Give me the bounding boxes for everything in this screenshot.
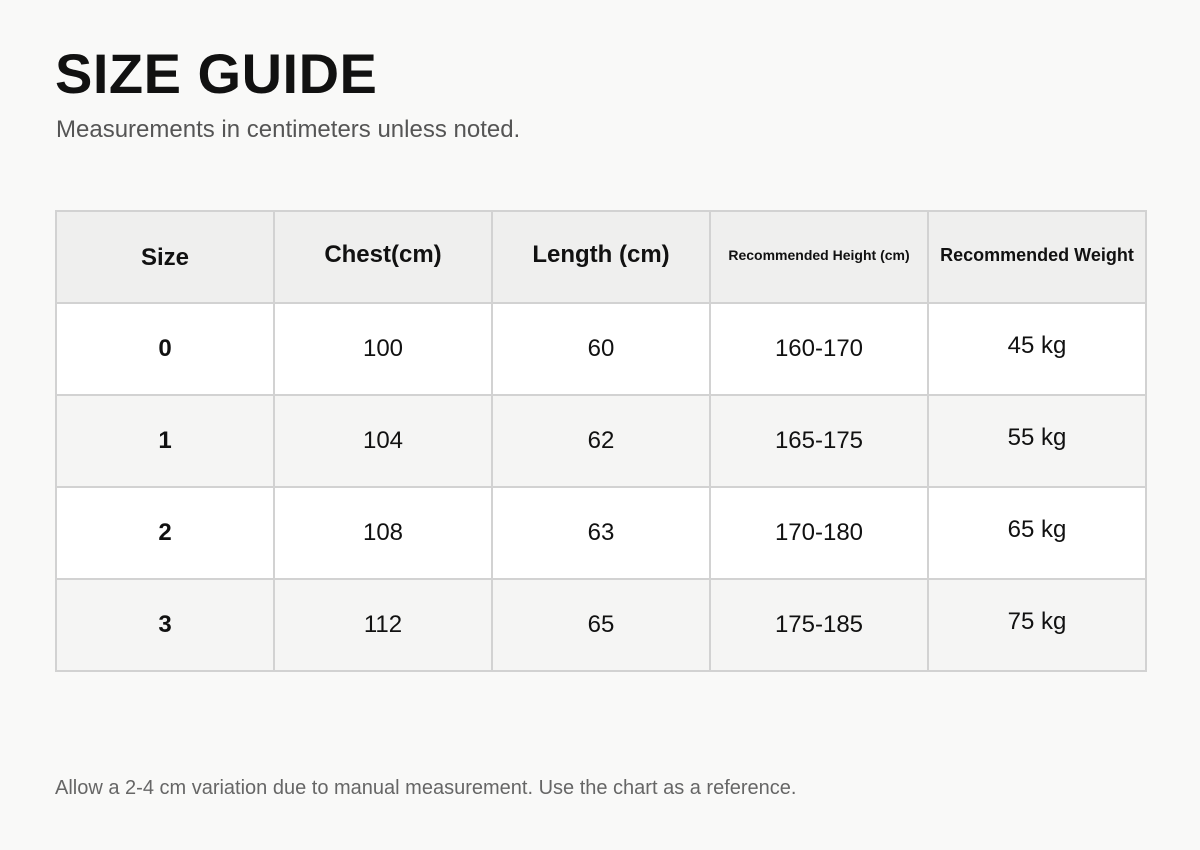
- length-cell: 63: [492, 487, 710, 579]
- column-header-length: Length (cm): [492, 211, 710, 303]
- chest-cell: 104: [274, 395, 492, 487]
- column-header-recommended-weight: Recommended Weight: [928, 211, 1146, 303]
- length-cell: 65: [492, 579, 710, 671]
- weight-cell: 65 kg: [928, 487, 1146, 579]
- height-cell: 165-175: [710, 395, 928, 487]
- chest-cell: 108: [274, 487, 492, 579]
- size-table: [55, 210, 1147, 672]
- size-cell: 3: [56, 579, 274, 671]
- weight-cell: 55 kg: [928, 395, 1146, 487]
- size-cell: 0: [56, 303, 274, 395]
- size-cell: 1: [56, 395, 274, 487]
- column-header-size: Size: [56, 211, 274, 303]
- table-row: [56, 395, 1146, 487]
- height-cell: 170-180: [710, 487, 928, 579]
- column-header-chest: Chest(cm): [274, 211, 492, 303]
- chest-cell: 100: [274, 303, 492, 395]
- length-cell: 60: [492, 303, 710, 395]
- height-cell: 160-170: [710, 303, 928, 395]
- table-header-row: [56, 211, 1146, 303]
- weight-cell: 75 kg: [928, 579, 1146, 671]
- table-header: [56, 211, 1146, 303]
- page-subtitle: Measurements in centimeters unless noted.: [56, 116, 521, 143]
- height-cell: 175-185: [710, 579, 928, 671]
- size-cell: 2: [56, 487, 274, 579]
- length-cell: 62: [492, 395, 710, 487]
- measurement-note: Allow a 2-4 cm variation due to manual measurement. Use the chart as a reference.: [55, 777, 797, 799]
- chest-cell: 112: [274, 579, 492, 671]
- page-title: SIZE GUIDE: [55, 42, 378, 105]
- table-row: [56, 487, 1146, 579]
- table-row: [56, 579, 1146, 671]
- weight-cell: 45 kg: [928, 303, 1146, 395]
- column-header-recommended-height: Recommended Height (cm): [710, 211, 928, 303]
- table-row: [56, 303, 1146, 395]
- table-body: [56, 303, 1146, 671]
